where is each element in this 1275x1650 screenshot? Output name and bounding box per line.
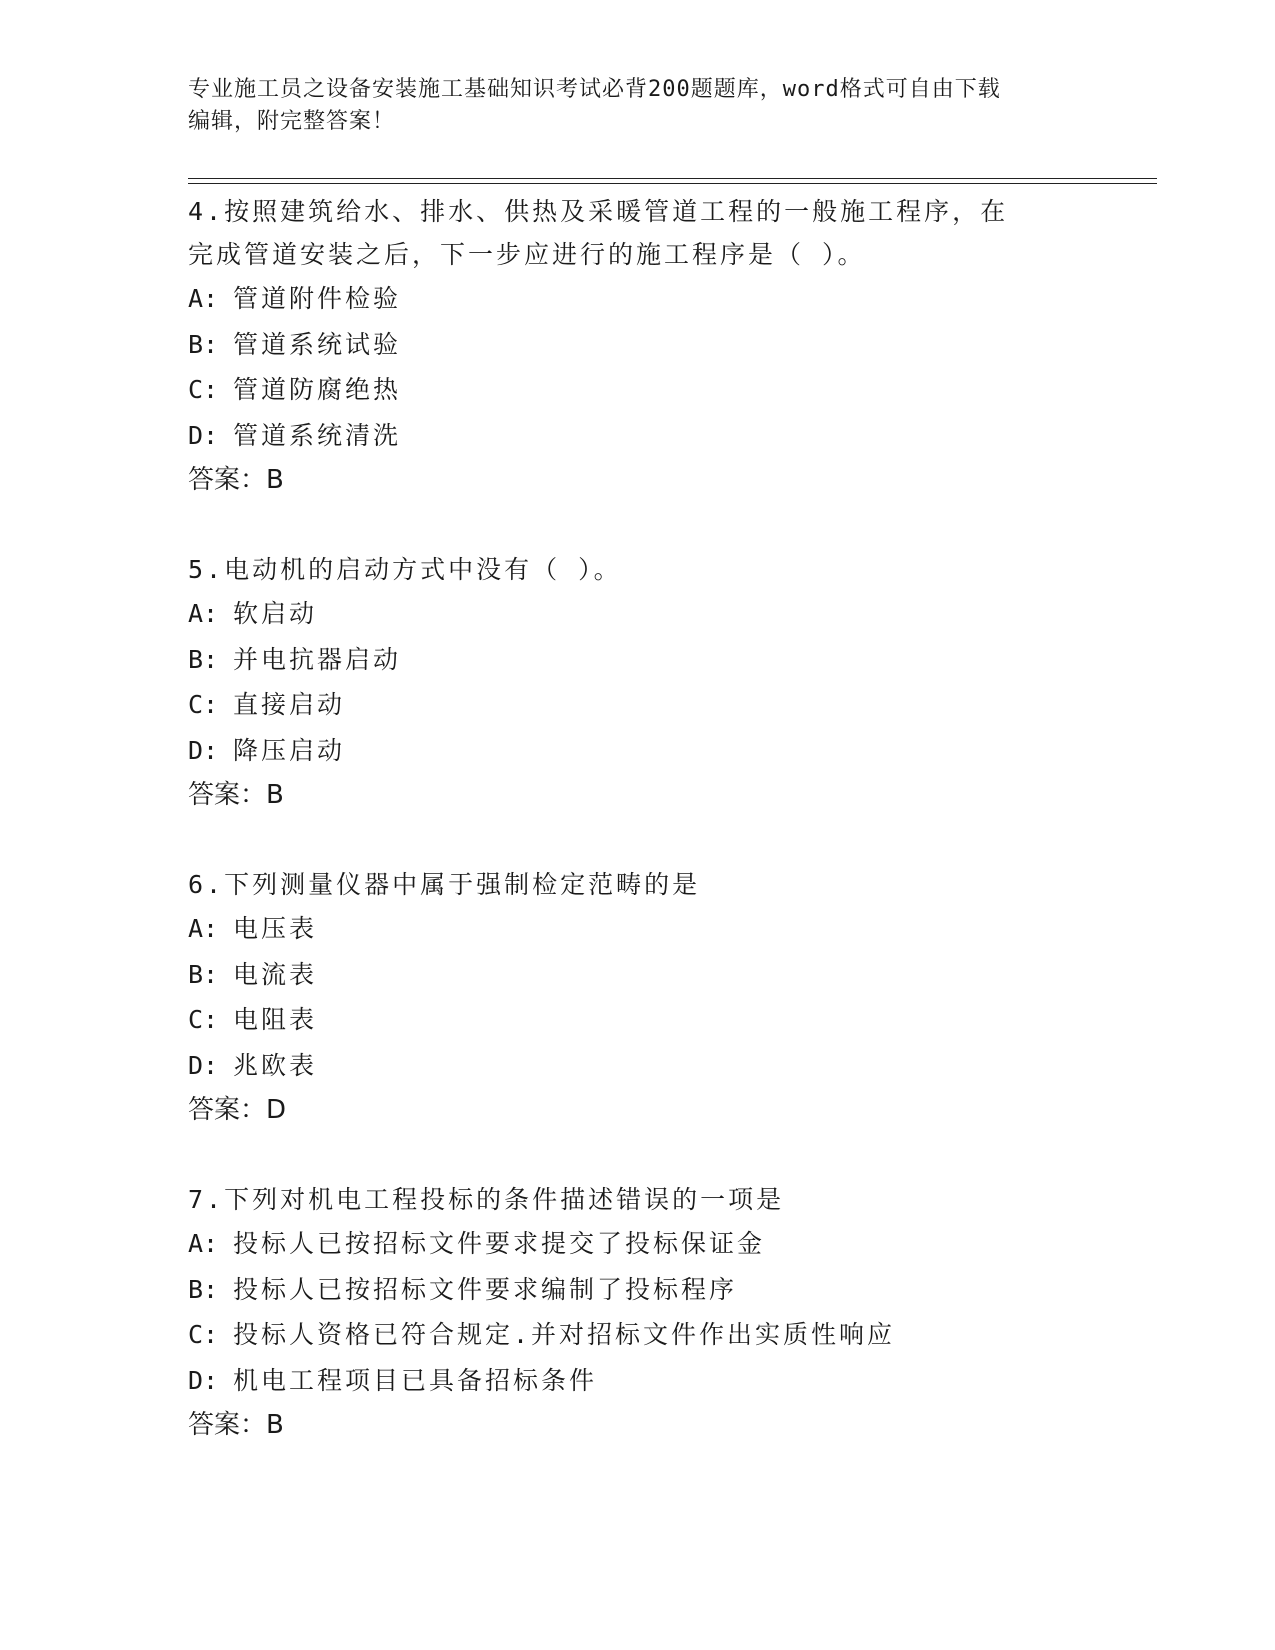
option-d: [188, 413, 1088, 459]
option-text: 电压表: [233, 914, 318, 943]
option-letter: D:: [188, 420, 219, 450]
option-text: 兆欧表: [233, 1050, 318, 1080]
option-text: 并电抗器启动: [233, 644, 402, 674]
option-c: [188, 997, 1088, 1043]
option-text: 降压启动: [233, 735, 346, 765]
option-a: [188, 591, 1088, 637]
option-c: [188, 682, 1088, 728]
option-text: 机电工程项目已具备招标条件: [233, 1365, 598, 1395]
question-4: [188, 190, 1088, 503]
option-text: 投标人已按招标文件要求提交了投标保证金: [233, 1229, 766, 1258]
option-letter: A:: [188, 284, 219, 313]
header-divider: [188, 178, 1157, 184]
option-text: 管道附件检验: [233, 284, 402, 313]
option-text: 直接启动: [233, 690, 346, 719]
option-letter: D:: [188, 1365, 219, 1395]
question-6: [188, 863, 1088, 1133]
answer-label: 答案：B: [188, 465, 284, 495]
option-letter: B:: [188, 1274, 219, 1304]
question-5: [188, 548, 1088, 818]
option-letter: B:: [188, 329, 219, 359]
answer-label: 答案：D: [188, 1095, 287, 1125]
option-b: [188, 952, 1088, 998]
option-letter: C:: [188, 690, 219, 719]
option-text: 管道系统试验: [233, 329, 402, 359]
option-letter: A:: [188, 1229, 219, 1258]
header-line-2: 编辑，附完整答案！: [188, 109, 396, 134]
option-letter: D:: [188, 735, 219, 765]
option-letter: A:: [188, 599, 219, 628]
option-b: [188, 637, 1088, 683]
option-a: [188, 1221, 1088, 1267]
option-letter: A:: [188, 914, 219, 943]
option-letter: C:: [188, 1005, 219, 1034]
option-d: [188, 1358, 1088, 1404]
option-text: 投标人资格已符合规定.并对招标文件作出实质性响应: [233, 1320, 896, 1349]
option-text: 管道系统清洗: [233, 420, 402, 450]
question-stem: 4.按照建筑给水、排水、供热及采暖管道工程的一般施工程序，在完成管道安装之后，下一步应进行的施工程序是（ ）。: [188, 197, 1009, 269]
option-d: [188, 1043, 1088, 1089]
answer-label: 答案：B: [188, 780, 284, 810]
question-7: [188, 1178, 1088, 1448]
option-b: [188, 322, 1088, 368]
question-list: [188, 190, 1088, 1493]
option-c: [188, 1312, 1088, 1358]
option-text: 管道防腐绝热: [233, 375, 402, 404]
header-line-1: 专业施工员之设备安装施工基础知识考试必背200题题库，word格式可自由下载: [188, 77, 1001, 102]
option-c: [188, 367, 1088, 413]
option-letter: B:: [188, 959, 219, 989]
option-b: [188, 1267, 1088, 1313]
question-stem: 7.下列对机电工程投标的条件描述错误的一项是: [188, 1185, 785, 1214]
question-stem: 5.电动机的启动方式中没有（ ）。: [188, 555, 622, 584]
option-text: 投标人已按招标文件要求编制了投标程序: [233, 1274, 738, 1304]
option-letter: C:: [188, 375, 219, 404]
option-d: [188, 728, 1088, 774]
question-stem: 6.下列测量仪器中属于强制检定范畴的是: [188, 870, 701, 899]
option-text: 软启动: [233, 599, 318, 628]
option-letter: B:: [188, 644, 219, 674]
option-letter: C:: [188, 1320, 219, 1349]
answer-label: 答案：B: [188, 1410, 284, 1440]
option-text: 电流表: [233, 959, 318, 989]
option-a: [188, 276, 1088, 322]
option-text: 电阻表: [233, 1005, 318, 1034]
option-a: [188, 906, 1088, 952]
document-header: [188, 74, 1088, 138]
option-letter: D:: [188, 1050, 219, 1080]
